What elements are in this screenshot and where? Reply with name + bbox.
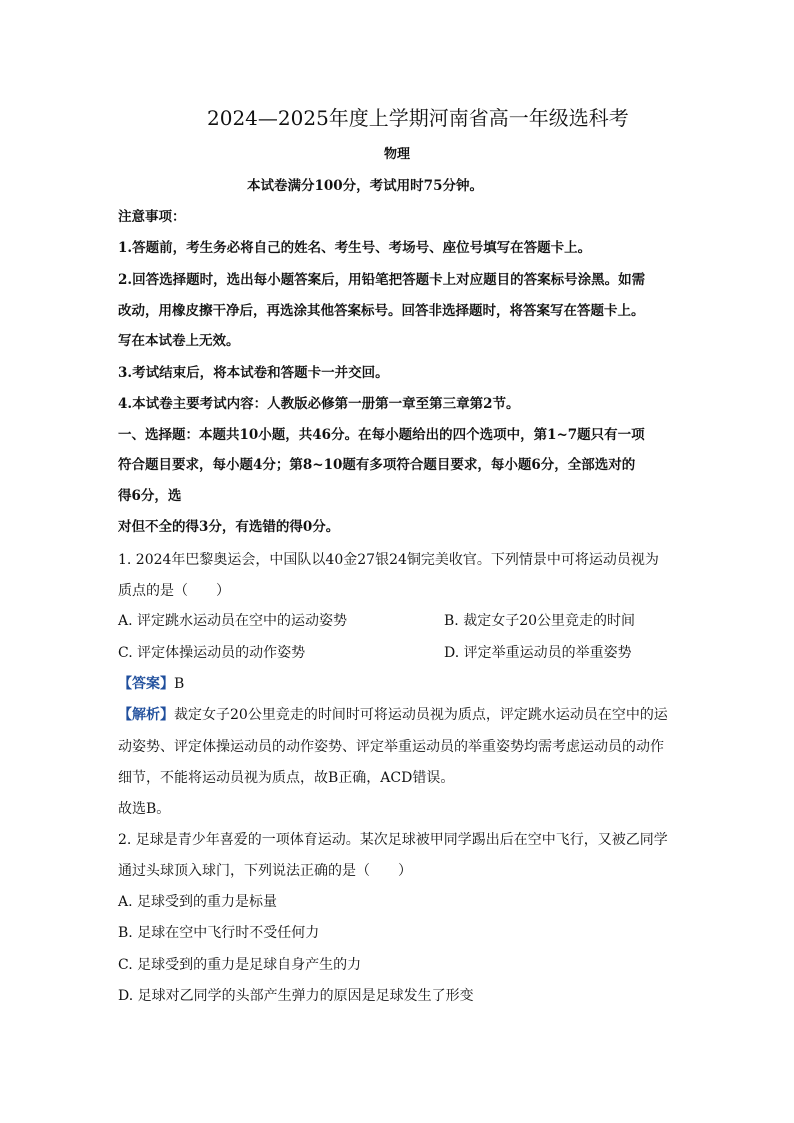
q1-option-c: C. 评定体操运动员的动作姿势 bbox=[118, 645, 306, 661]
note-item-3: 3.考试结束后，将本试卷和答题卡一并交回。 bbox=[118, 365, 389, 381]
q1-option-d: D. 评定举重运动员的举重姿势 bbox=[444, 645, 632, 661]
exam-info: 本试卷满分100分，考试用时75分钟。 bbox=[247, 178, 483, 194]
q1-stem-line-1: 1. 2024年巴黎奥运会，中国队以40金27银24铜完美收官。下列情景中可将运动员视为 bbox=[118, 552, 659, 568]
q1-conclusion: 故选B。 bbox=[118, 801, 171, 817]
q2-option-b: B. 足球在空中飞行时不受任何力 bbox=[118, 925, 320, 941]
q1-analysis-line-2: 动姿势、评定体操运动员的动作姿势、评定举重运动员的举重姿势均需考虑运动员的动作 bbox=[118, 739, 664, 755]
analysis-text: 裁定女子20公里竞走的时间时可将运动员视为质点，评定跳水运动员在空中的运 bbox=[174, 707, 668, 723]
q2-option-a: A. 足球受到的重力是标量 bbox=[118, 894, 278, 910]
section-instructions-line-1: 一、选择题：本题共10小题，共46分。在每小题给出的四个选项中，第1~7题只有一项 bbox=[118, 427, 645, 443]
notes-heading: 注意事项： bbox=[118, 209, 186, 225]
note-item-4: 4.本试卷主要考试内容：人教版必修第一册第一章至第三章第2节。 bbox=[118, 396, 520, 412]
q1-option-a: A. 评定跳水运动员在空中的运动姿势 bbox=[118, 613, 348, 629]
q1-answer bbox=[118, 677, 184, 691]
note-item-2-line-3: 写在本试卷上无效。 bbox=[118, 333, 240, 349]
section-instructions-line-2: 符合题目要求，每小题4分；第8~10题有多项符合题目要求，每小题6分，全部选对的 bbox=[118, 457, 636, 473]
section-instructions-line-3: 得6分，选 bbox=[118, 488, 182, 504]
q1-analysis-line-3: 细节，不能将运动员视为质点，故B正确，ACD错误。 bbox=[118, 770, 455, 786]
analysis-label: 【解析】 bbox=[118, 707, 174, 723]
exam-title: 2024—2025年度上学期河南省高一年级选科考 bbox=[207, 106, 629, 130]
note-item-2-line-2: 改动，用橡皮擦干净后，再选涂其他答案标号。回答非选择题时，将答案写在答题卡上。 bbox=[118, 303, 645, 319]
q2-option-c: C. 足球受到的重力是足球自身产生的力 bbox=[118, 957, 362, 973]
note-item-1: 1.答题前，考生务必将自己的姓名、考生号、考场号、座位号填写在答题卡上。 bbox=[118, 240, 592, 256]
answer-value: B bbox=[174, 676, 185, 692]
subject-heading: 物理 bbox=[384, 147, 411, 162]
section-instructions-line-4: 对但不全的得3分，有选错的得0分。 bbox=[118, 519, 340, 535]
q1-stem-line-2: 质点的是（ ） bbox=[118, 583, 230, 599]
q2-option-d: D. 足球对乙同学的头部产生弹力的原因是足球发生了形变 bbox=[118, 988, 474, 1004]
answer-label: 【答案】 bbox=[118, 676, 174, 692]
q2-stem-line-1: 2. 足球是青少年喜爱的一项体育运动。某次足球被甲同学踢出后在空中飞行，又被乙同学 bbox=[118, 832, 668, 848]
q2-stem-line-2: 通过头球顶入球门，下列说法正确的是（ ） bbox=[118, 863, 412, 879]
q1-option-b: B. 裁定女子20公里竞走的时间 bbox=[444, 613, 636, 629]
note-item-2-line-1: 2.回答选择题时，选出每小题答案后，用铅笔把答题卡上对应题目的答案标号涂黑。如需 bbox=[118, 272, 646, 288]
q1-analysis-line-1 bbox=[118, 708, 668, 722]
